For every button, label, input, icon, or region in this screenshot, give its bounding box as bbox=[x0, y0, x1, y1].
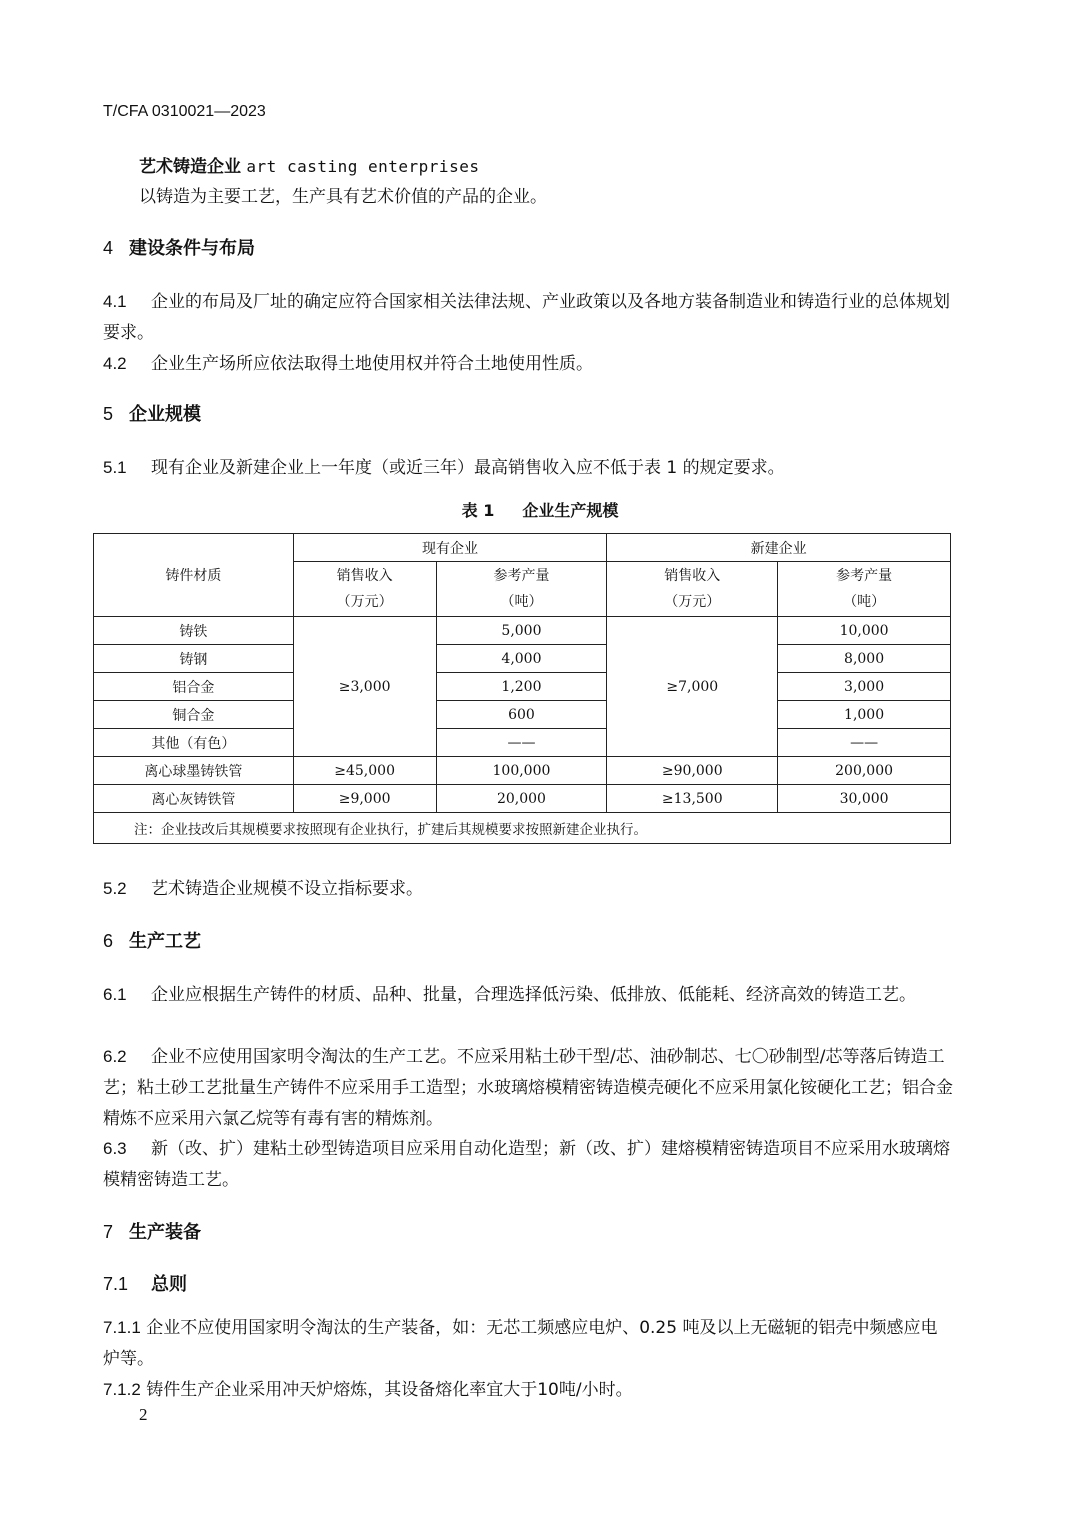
section-6-heading: 6 生产工艺 bbox=[103, 931, 201, 952]
table-row: 铸钢 4,000 8,000 bbox=[94, 645, 951, 673]
clause-5-2: 5.2 艺术铸造企业规模不设立指标要求。 bbox=[103, 879, 423, 899]
table-note: 注：企业技改后其规模要求按照现有企业执行，扩建后其规模要求按照新建企业执行。 bbox=[94, 813, 951, 844]
table-note-row bbox=[94, 813, 951, 844]
clause-4-1: 4.1 企业的布局及厂址的确定应符合国家相关法律法规、产业政策以及各地方装备制造业和铸造行业的总体规划要求。 bbox=[103, 292, 950, 343]
header-new-sales: 销售收入 （万元） bbox=[607, 562, 778, 617]
table-row: 其他（有色） —— —— bbox=[94, 729, 951, 757]
merged-existing-sales: ≥3,000 bbox=[293, 617, 436, 757]
section-4-heading: 4 建设条件与布局 bbox=[103, 238, 255, 259]
table-row: 离心球墨铸铁管 ≥45,000 100,000 ≥90,000 200,000 bbox=[94, 757, 951, 785]
header-material: 铸件材质 bbox=[94, 534, 294, 617]
header-new-output: 参考产量 （吨） bbox=[778, 562, 951, 617]
table-header-row bbox=[94, 534, 951, 562]
section-5-heading: 5 企业规模 bbox=[103, 404, 201, 425]
header-new: 新建企业 bbox=[607, 534, 951, 562]
term-en: art casting enterprises bbox=[246, 157, 480, 176]
term-zh: 艺术铸造企业 bbox=[139, 157, 241, 177]
table-row: 铝合金 1,200 3,000 bbox=[94, 673, 951, 701]
clause-6-3: 6.3 新（改、扩）建粘土砂型铸造项目应采用自动化造型；新（改、扩）建熔模精密铸造项目不应采用水玻璃熔模精密铸造工艺。 bbox=[103, 1139, 950, 1190]
table-row: 铸铁 ≥3,000 5,000 ≥7,000 10,000 bbox=[94, 617, 951, 645]
production-scale-table bbox=[93, 533, 951, 844]
page-number: 2 bbox=[139, 1405, 148, 1424]
term-definition: 以铸造为主要工艺，生产具有艺术价值的产品的企业。 bbox=[139, 187, 547, 207]
section-7-heading: 7 生产装备 bbox=[103, 1222, 201, 1243]
merged-new-sales: ≥7,000 bbox=[607, 617, 778, 757]
table-caption: 表 1 企业生产规模 bbox=[461, 501, 619, 520]
clause-7-1-1: 7.1.1 企业不应使用国家明令淘汰的生产装备，如：无芯工频感应电炉、0.25 吨及以上无磁轭的铝壳中频感应电炉等。 bbox=[103, 1318, 938, 1369]
clause-5-1: 5.1 现有企业及新建企业上一年度（或近三年）最高销售收入应不低于表 1 的规定要求。 bbox=[103, 458, 785, 478]
subsection-7-1-heading: 7.1 总则 bbox=[103, 1274, 187, 1295]
clause-7-1-2: 7.1.2 铸件生产企业采用冲天炉熔炼，其设备熔化率宜大于10吨/小时。 bbox=[103, 1380, 633, 1400]
clause-4-2: 4.2 企业生产场所应依法取得土地使用权并符合土地使用性质。 bbox=[103, 354, 593, 374]
term-entry bbox=[139, 151, 479, 183]
header-existing-output: 参考产量 （吨） bbox=[436, 562, 607, 617]
clause-6-2: 6.2 企业不应使用国家明令淘汰的生产工艺。不应采用粘土砂干型/芯、油砂制芯、七〇砂制型/芯等落后铸造工艺；粘土砂工艺批量生产铸件不应采用手工造型；水玻璃熔模精密铸造模壳硬化不应采用氯化铵硬化工艺；铝合金精炼不应采用六氯乙烷等有毒有害的精炼剂。 bbox=[103, 1047, 953, 1129]
header-existing-sales: 销售收入 （万元） bbox=[293, 562, 436, 617]
table-row: 离心灰铸铁管 ≥9,000 20,000 ≥13,500 30,000 bbox=[94, 785, 951, 813]
standard-code: T/CFA 0310021—2023 bbox=[103, 103, 266, 120]
clause-6-1: 6.1 企业应根据生产铸件的材质、品种、批量，合理选择低污染、低排放、低能耗、经济高效的铸造工艺。 bbox=[103, 985, 916, 1005]
header-existing: 现有企业 bbox=[293, 534, 607, 562]
table-row: 铜合金 600 1,000 bbox=[94, 701, 951, 729]
